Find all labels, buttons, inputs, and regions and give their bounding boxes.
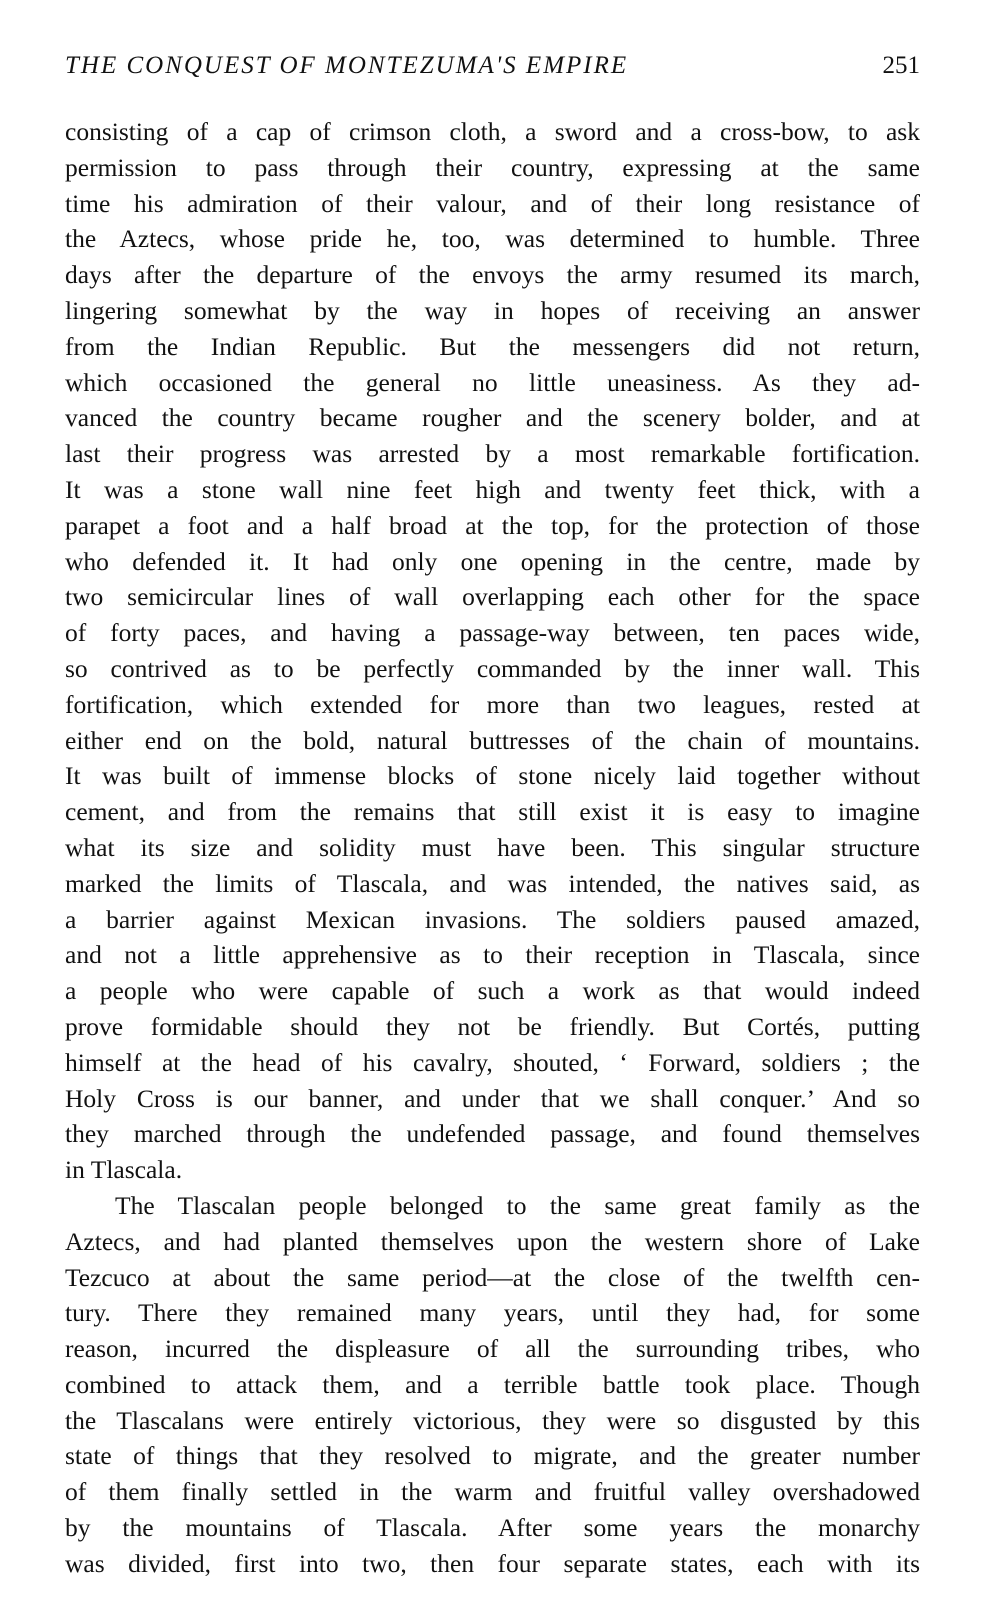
text-line: they marched through the undefended passage, and found themselves <box>65 1119 920 1149</box>
text-line: vanced the country became rougher and the scenery bolder, and at <box>65 403 920 433</box>
text-line: himself at the head of his cavalry, shouted, ‘ Forward, soldiers ; the <box>65 1047 920 1077</box>
text-line: parapet a foot and a half broad at the top, for the protection of those <box>65 510 920 540</box>
running-title: THE CONQUEST OF MONTEZUMA'S EMPIRE <box>65 52 629 79</box>
text-line: consisting of a cap of crimson cloth, a sword and a cross-bow, to ask <box>65 117 920 146</box>
text-line: a people who were capable of such a work as that would indeed <box>65 976 920 1006</box>
text-line: state of things that they resolved to migrate, and the greater number <box>65 1441 920 1471</box>
text-line: in Tlascala. <box>65 1155 183 1185</box>
text-line: so contrived as to be perfectly commanded by the inner wall. This <box>65 653 920 683</box>
text-line: of them finally settled in the warm and fruitful valley overshadowed <box>65 1477 920 1507</box>
text-line: It was built of immense blocks of stone nicely laid together without <box>65 761 920 791</box>
text-line: which occasioned the general no little uneasiness. As they ad- <box>65 367 920 397</box>
text-line: Tezcuco at about the same period—at the close of the twelfth cen- <box>65 1262 920 1292</box>
text-line: cement, and from the remains that still exist it is easy to imagine <box>65 797 920 827</box>
text-line: two semicircular lines of wall overlapping each other for the space <box>65 582 920 612</box>
text-line: of forty paces, and having a passage-way between, ten paces wide, <box>65 618 920 648</box>
body-text <box>65 114 920 1582</box>
text-line: from the Indian Republic. But the messengers did not return, <box>65 331 920 361</box>
text-line: the Tlascalans were entirely victorious, they were so disgusted by this <box>65 1405 920 1435</box>
text-line: last their progress was arrested by a most remarkable fortification. <box>65 439 920 469</box>
text-line: either end on the bold, natural buttresses of the chain of mountains. <box>65 725 920 755</box>
text-line: who defended it. It had only one opening in the centre, made by <box>65 546 920 576</box>
text-line: prove formidable should they not be friendly. But Cortés, putting <box>65 1011 920 1041</box>
text-line: permission to pass through their country, expressing at the same <box>65 152 920 182</box>
text-line: reason, incurred the displeasure of all the surrounding tribes, who <box>65 1334 920 1364</box>
text-line: It was a stone wall nine feet high and twenty feet thick, with a <box>65 474 920 504</box>
text-line: a barrier against Mexican invasions. The soldiers paused amazed, <box>65 904 920 934</box>
text-line: The Tlascalan people belonged to the same great family as the <box>115 1190 920 1220</box>
text-line: tury. There they remained many years, until they had, for some <box>65 1298 920 1328</box>
text-line: Holy Cross is our banner, and under that we shall conquer.’ And so <box>65 1083 920 1113</box>
text-line: by the mountains of Tlascala. After some years the monarchy <box>65 1513 920 1543</box>
text-line: time his admiration of their valour, and of their long resistance of <box>65 188 920 218</box>
text-line: marked the limits of Tlascala, and was intended, the natives said, as <box>65 868 920 898</box>
text-line: lingering somewhat by the way in hopes of receiving an answer <box>65 295 920 325</box>
text-line: what its size and solidity must have been. This singular structure <box>65 832 920 862</box>
page-header <box>65 52 920 92</box>
text-line: days after the departure of the envoys the army resumed its march, <box>65 260 920 290</box>
page-number: 251 <box>882 52 920 79</box>
text-line: the Aztecs, whose pride he, too, was determined to humble. Three <box>65 224 920 254</box>
text-line: fortification, which extended for more than two leagues, rested at <box>65 689 920 719</box>
text-line: was divided, first into two, then four separate states, each with its <box>65 1548 920 1578</box>
text-line: and not a little apprehensive as to their reception in Tlascala, since <box>65 940 920 970</box>
text-line: combined to attack them, and a terrible battle took place. Though <box>65 1369 920 1399</box>
text-line: Aztecs, and had planted themselves upon the western shore of Lake <box>65 1226 920 1256</box>
